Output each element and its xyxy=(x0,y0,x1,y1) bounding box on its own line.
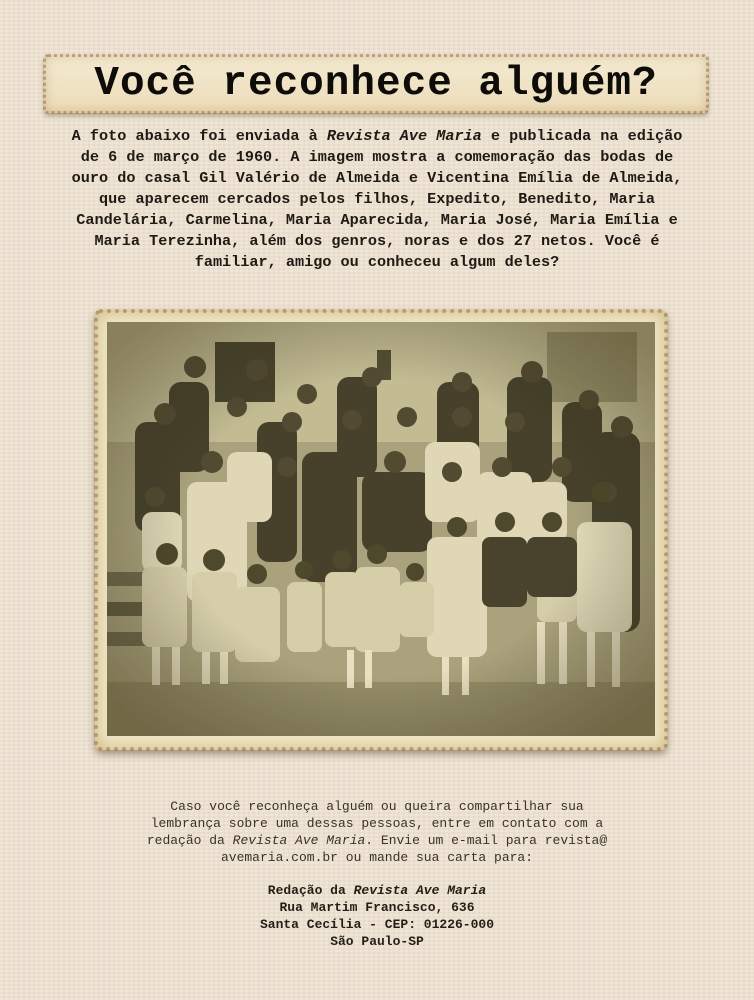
intro-paragraph xyxy=(60,126,694,273)
intro-magazine-name: Revista Ave Maria xyxy=(326,127,482,145)
address-street: Rua Martim Francisco, 636 xyxy=(279,900,475,915)
vintage-photo-frame xyxy=(95,310,667,750)
contact-magazine-name: Revista Ave Maria xyxy=(232,833,366,848)
contact-line-2: lembrança sobre uma dessas pessoas, entre em contato com a xyxy=(150,816,604,831)
address-line-1-start: Redação da xyxy=(267,883,354,898)
page-title: Você reconhece alguém? xyxy=(94,61,658,107)
title-banner xyxy=(44,55,708,113)
contact-line-4: avemaria.com.br ou mande sua carta para: xyxy=(220,850,534,865)
address-neighborhood-cep: Santa Cecília - CEP: 01226-000 xyxy=(259,917,495,932)
address-magazine-name: Revista Ave Maria xyxy=(353,883,487,898)
contact-line-1: Caso você reconheça alguém ou queira compartilhar sua xyxy=(170,799,584,814)
address-line-1 xyxy=(170,882,584,899)
photo-illustration xyxy=(107,322,655,736)
family-group-photo xyxy=(107,322,655,736)
contact-line-3-start: redação da xyxy=(146,833,233,848)
contact-paragraph xyxy=(120,798,634,866)
contact-line-3 xyxy=(120,832,634,849)
intro-text-start: A foto abaixo foi enviada à xyxy=(71,127,327,145)
mailing-address xyxy=(170,882,584,950)
intro-text-rest: e publicada na edição de 6 de março de 1960. A imagem mostra a comemoração das bodas de ouro do casal Gil Valério de Almeida e Vicentina Emília de Almeida, que aparecem cercados pelos filhos, Expedito, Benedito, Maria Candelária, Carmelina, Maria Aparecida, Maria José, Maria Emília e Maria Terezinha, além dos genros, noras e dos 27 netos. Você é familiar, amigo ou conheceu algum deles? xyxy=(71,127,683,271)
contact-line-3-end: . Envie um e-mail para revista@ xyxy=(365,833,608,848)
address-city: São Paulo-SP xyxy=(330,934,424,949)
